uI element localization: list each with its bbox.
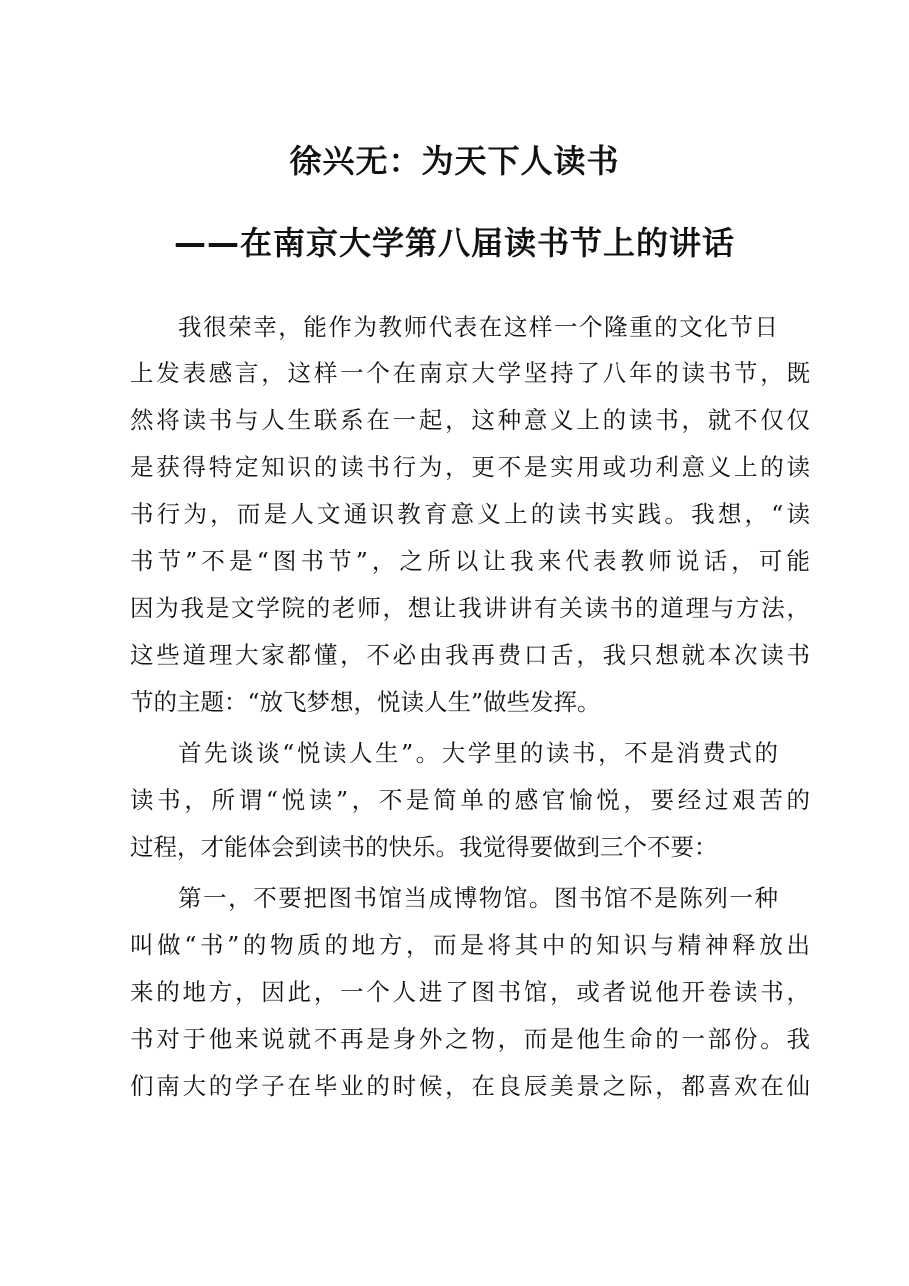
paragraph-1-line-7: 因为我是文学院的老师，想让我讲讲有关读书的道理与方法， xyxy=(130,594,810,622)
paragraph-3-line-2: 叫做“书”的物质的地方，而是将其中的知识与精神释放出 xyxy=(130,931,810,959)
paragraph-2-line-1: 首先谈谈“悦读人生”。大学里的读书，不是消费式的 xyxy=(178,739,778,767)
paragraph-2-line-3: 过程，才能体会到读书的快乐。我觉得要做到三个不要： xyxy=(130,833,718,861)
paragraph-1-line-5: 书行为，而是人文通识教育意义上的读书实践。我想，“读 xyxy=(130,500,810,528)
paragraph-3-line-5: 们南大的学子在毕业的时候，在良辰美景之际，都喜欢在仙 xyxy=(130,1072,810,1100)
paragraph-1-line-4: 是获得特定知识的读书行为，更不是实用或功利意义上的读 xyxy=(130,453,810,481)
paragraph-1-line-8: 这些道理大家都懂，不必由我再费口舌，我只想就本次读书 xyxy=(130,641,810,669)
paragraph-3-line-4: 书对于他来说就不再是身外之物，而是他生命的一部份。我 xyxy=(130,1025,810,1053)
paragraph-1-line-3: 然将读书与人生联系在一起，这种意义上的读书，就不仅仅 xyxy=(130,406,810,434)
paragraph-2-line-2: 读书，所谓“悦读”，不是简单的感官愉悦，要经过艰苦的 xyxy=(130,786,810,814)
paragraph-3-line-1: 第一，不要把图书馆当成博物馆。图书馆不是陈列一种 xyxy=(178,884,778,912)
paragraph-3-line-3: 来的地方，因此，一个人进了图书馆，或者说他开卷读书， xyxy=(130,978,810,1006)
paragraph-1-line-2: 上发表感言，这样一个在南京大学坚持了八年的读书节，既 xyxy=(130,359,810,387)
paragraph-1-line-9: 节的主题：“放飞梦想，悦读人生”做些发挥。 xyxy=(130,688,601,716)
document-title: 徐兴无：为天下人读书 xyxy=(289,142,620,180)
document-subtitle: ——在南京大学第八届读书节上的讲话 xyxy=(173,224,735,262)
paragraph-1-line-1: 我很荣幸，能作为教师代表在这样一个隆重的文化节日 xyxy=(178,313,778,341)
paragraph-1-line-6: 书节”不是“图书节”，之所以让我来代表教师说话，可能 xyxy=(130,547,810,575)
